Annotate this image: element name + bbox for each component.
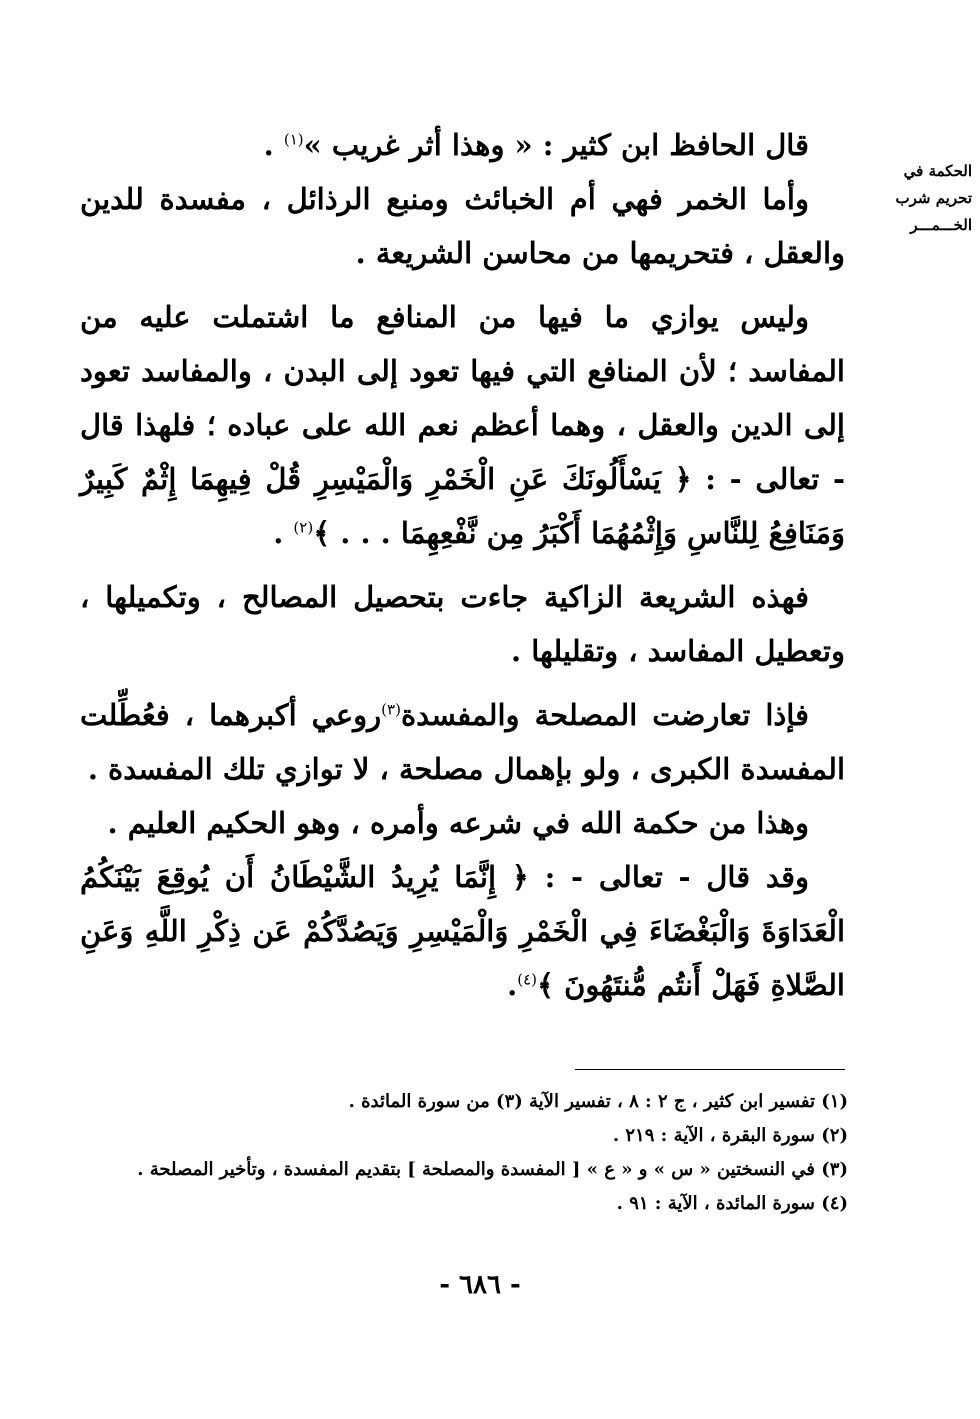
paragraph-text: وقد قال - تعالى - : ﴿ إِنَّمَا يُرِيدُ الشَّيْطَانُ أَن يُوقِعَ بَيْنَكُمُ الْعَدَاوَةَ وَالْبَغْضَاءَ فِي الْخَمْرِ وَالْمَيْسِرِ وَيَصُدَّكُمْ عَن ذِكْرِ اللَّهِ وَعَنِ الصَّلاةِ فَهَلْ أَنتُم مُّنتَهُونَ ﴾: [80, 860, 845, 1002]
margin-heading-line: الحكمة في: [903, 162, 972, 180]
paragraph-text: وأما الخمر فهي أم الخبائث ومنبع الرذائل ، مفسدة للدين والعقل ، فتحريمها من محاسن الشريعة .: [80, 182, 845, 270]
paragraph-text: وليس يوازي ما فيها من المنافع ما اشتملت عليه من المفاسد ؛ لأن المنافع التي فيها تعود إلى البدن ، والمفاسد تعود إلى الدين والعقل ، وهما أعظم نعم الله على عباده ؛ فلهذا قال - تعالى - : ﴿ يَسْأَلُونَكَ عَنِ الْخَمْرِ وَالْمَيْسِرِ قُلْ فِيهِمَا إِثْمٌ كَبِيرٌ وَمَنَافِعُ لِلنَّاسِ وَإِثْمُهُمَا أَكْبَرُ مِن نَّفْعِهِمَا . . . ﴾: [80, 300, 845, 550]
paragraph: [80, 118, 845, 172]
paragraph-tail: .: [263, 128, 284, 162]
paragraph: [80, 796, 845, 850]
footnotes: [120, 1085, 848, 1221]
margin-heading: [860, 158, 972, 239]
margin-heading-line: الخـــمـــر: [910, 216, 972, 234]
paragraph-text: وهذا من حكمة الله في شرعه وأمره ، وهو الحكيم العليم .: [107, 806, 809, 840]
paragraph: [80, 688, 845, 796]
footnote-separator: [575, 1069, 845, 1070]
paragraph: [80, 290, 845, 560]
main-text: [80, 118, 845, 1012]
footnote: (٣) في النسختين « س » و « ع » [ المفسدة والمصلحة ] بتقديم المفسدة ، وتأخير المصلحة .: [137, 1159, 848, 1180]
footnote-marker: (١): [283, 130, 304, 149]
footnote-marker: (٤): [517, 970, 538, 989]
footnote-marker: (٣): [381, 700, 401, 719]
footnote-marker: (٢): [293, 518, 314, 537]
margin-heading-line: تحريم شرب: [895, 189, 972, 207]
paragraph-tail: .: [507, 968, 518, 1002]
paragraph: [80, 850, 845, 1012]
footnote: (٢) سورة البقرة ، الآية : ٢١٩ .: [612, 1125, 848, 1146]
paragraph-tail: .: [273, 516, 294, 550]
footnote: (١) تفسير ابن كثير ، ج ٢ : ٨ ، تفسير الآية (٣) من سورة المائدة .: [348, 1091, 848, 1112]
paragraph-text: قال الحافظ ابن كثير : « وهذا أثر غريب »: [303, 128, 809, 162]
page-number: - ٦٨٦ -: [439, 1270, 521, 1300]
paragraph-text: فإذا تعارضت المصلحة والمفسدة: [400, 698, 809, 732]
paragraph: [80, 570, 845, 678]
paragraph: [80, 172, 845, 280]
footnote: (٤) سورة المائدة ، الآية : ٩١ .: [616, 1193, 848, 1214]
paragraph-tail: روعي أكبرهما ، فعُطِّلت المفسدة الكبرى ، ولو بإهمال مصلحة ، لا توازي تلك المفسدة .: [80, 698, 845, 786]
paragraph-text: فهذه الشريعة الزاكية جاءت بتحصيل المصالح ، وتكميلها ، وتعطيل المفاسد ، وتقليلها .: [80, 580, 845, 668]
